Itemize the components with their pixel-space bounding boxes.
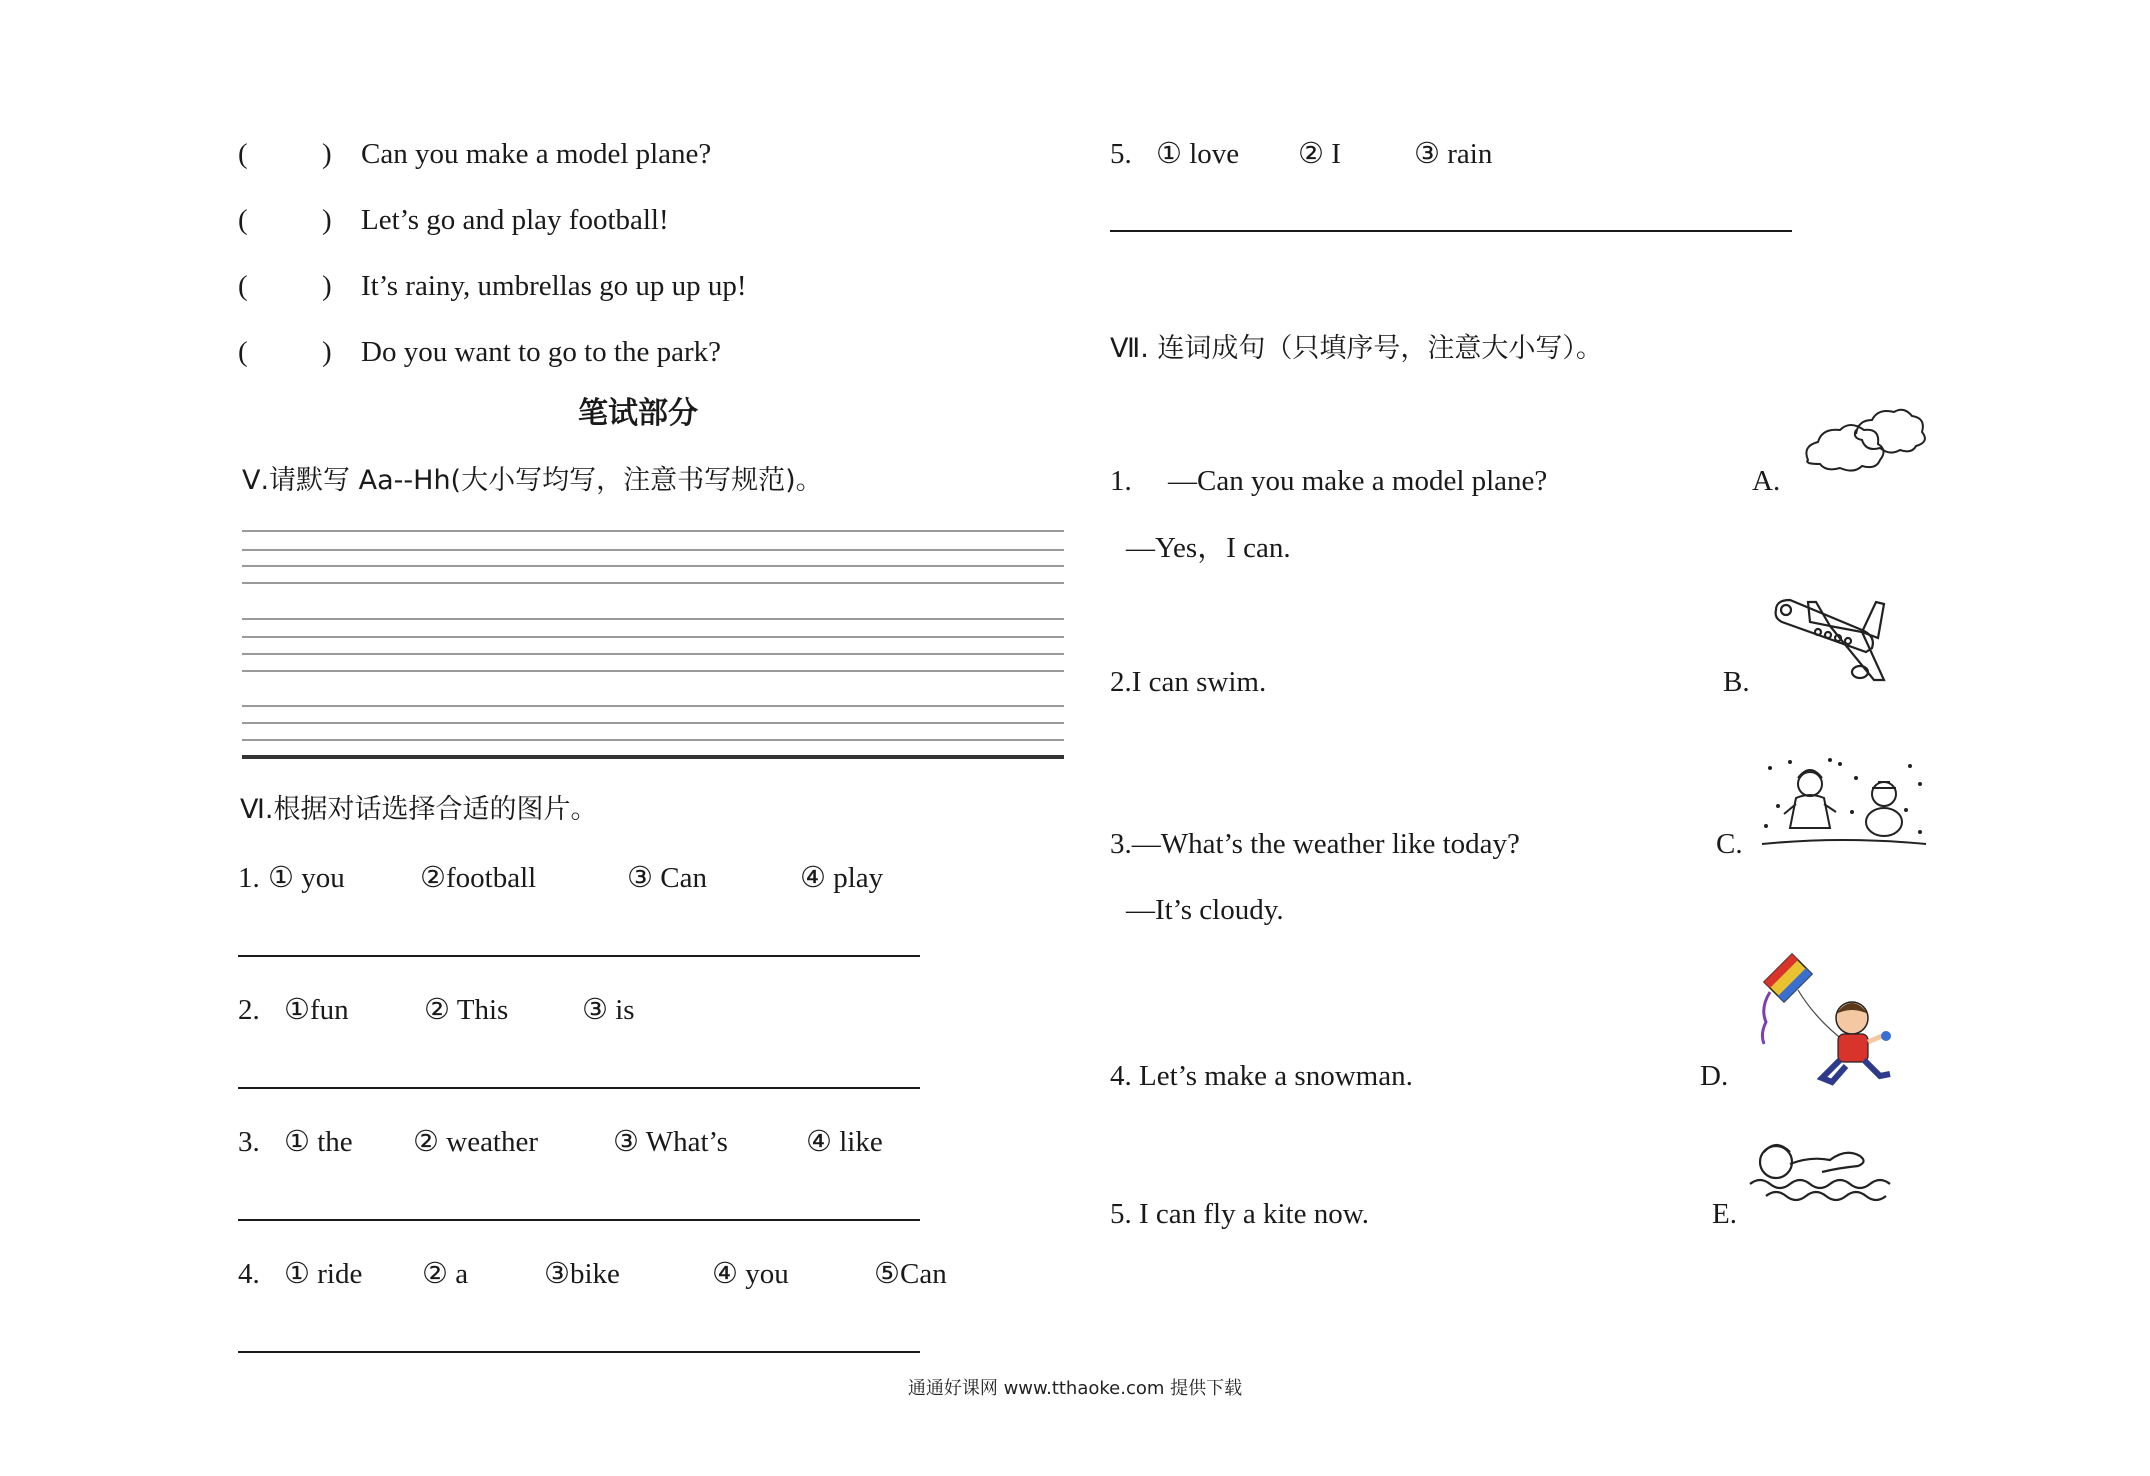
- word-choice: ③bike: [544, 1258, 620, 1290]
- swimmer-picture: [1746, 1134, 1908, 1206]
- word-choice: ③ is: [582, 994, 635, 1026]
- item-number: 3.: [238, 1126, 260, 1158]
- item-number: 2.: [238, 994, 260, 1026]
- dialog-line: 1. —Can you make a model plane?: [1110, 465, 1548, 497]
- option-letter: C.: [1716, 828, 1743, 860]
- answer-paren-close: ): [322, 138, 332, 170]
- kite-boy-picture: [1740, 952, 1908, 1088]
- answer-paren-open: (: [238, 270, 248, 302]
- item-number: 4.: [238, 1258, 260, 1290]
- dialog-line: 5. I can fly a kite now.: [1110, 1198, 1370, 1230]
- word-choice: ④ play: [800, 862, 884, 894]
- answer-line[interactable]: [1110, 230, 1792, 232]
- answer-paren-open: (: [238, 204, 248, 236]
- answer-paren-close: ): [322, 204, 332, 236]
- answer-line[interactable]: [238, 1351, 920, 1353]
- word-choice: ③ rain: [1414, 138, 1493, 170]
- section6-title: Ⅵ.根据对话选择合适的图片。: [240, 794, 598, 825]
- footer-source: 通通好课网 www.tthaoke.com 提供下载: [907, 1378, 1243, 1399]
- dialog-line: —It’s cloudy.: [1126, 894, 1284, 926]
- written-section-title: 笔试部分: [578, 396, 698, 431]
- section5-title: Ⅴ.请默写 Aa--Hh(大小写均写，注意书写规范)。: [242, 465, 823, 496]
- word-choice: ① the: [284, 1126, 353, 1158]
- listening-sentence: Let’s go and play football!: [361, 204, 669, 236]
- word-choice: ② I: [1298, 138, 1341, 170]
- answer-line[interactable]: [238, 1219, 920, 1221]
- dialog-line: —Yes，I can.: [1126, 532, 1291, 564]
- word-choice: ① you: [268, 862, 345, 894]
- word-choice: ② a: [422, 1258, 469, 1290]
- word-choice: ② weather: [413, 1126, 539, 1158]
- snowman-picture: [1760, 754, 1928, 850]
- option-letter: D.: [1700, 1060, 1729, 1092]
- dialog-line: 3.—What’s the weather like today?: [1110, 828, 1520, 860]
- section7-title: Ⅶ. 连词成句（只填序号，注意大小写）。: [1110, 333, 1603, 364]
- answer-paren-open: (: [238, 336, 248, 368]
- answer-paren-open: (: [238, 138, 248, 170]
- word-choice: ②football: [420, 862, 537, 894]
- answer-line[interactable]: [238, 955, 920, 957]
- answer-paren-close: ): [322, 336, 332, 368]
- listening-sentence: It’s rainy, umbrellas go up up up!: [361, 270, 747, 302]
- answer-paren-close: ): [322, 270, 332, 302]
- word-choice: ① love: [1156, 138, 1240, 170]
- option-letter: A.: [1752, 465, 1781, 497]
- word-choice: ③ What’s: [613, 1126, 728, 1158]
- word-choice: ①fun: [284, 994, 349, 1026]
- answer-line[interactable]: [238, 1087, 920, 1089]
- word-choice: ④ you: [712, 1258, 789, 1290]
- listening-sentence: Do you want to go to the park?: [361, 336, 722, 368]
- airplane-picture: [1770, 592, 1900, 688]
- dialog-line: 4. Let’s make a snowman.: [1110, 1060, 1413, 1092]
- word-choice: ② This: [424, 994, 509, 1026]
- word-choice: ④ like: [806, 1126, 883, 1158]
- item-number: 1.: [238, 862, 260, 894]
- dialog-line: 2.I can swim.: [1110, 666, 1267, 698]
- item-number: 5.: [1110, 138, 1132, 170]
- listening-sentence: Can you make a model plane?: [361, 138, 712, 170]
- word-choice: ③ Can: [627, 862, 707, 894]
- option-letter: B.: [1723, 666, 1750, 698]
- word-choice: ① ride: [284, 1258, 363, 1290]
- cloud-picture: [1800, 404, 1926, 480]
- option-letter: E.: [1712, 1198, 1737, 1230]
- word-choice: ⑤Can: [874, 1258, 947, 1290]
